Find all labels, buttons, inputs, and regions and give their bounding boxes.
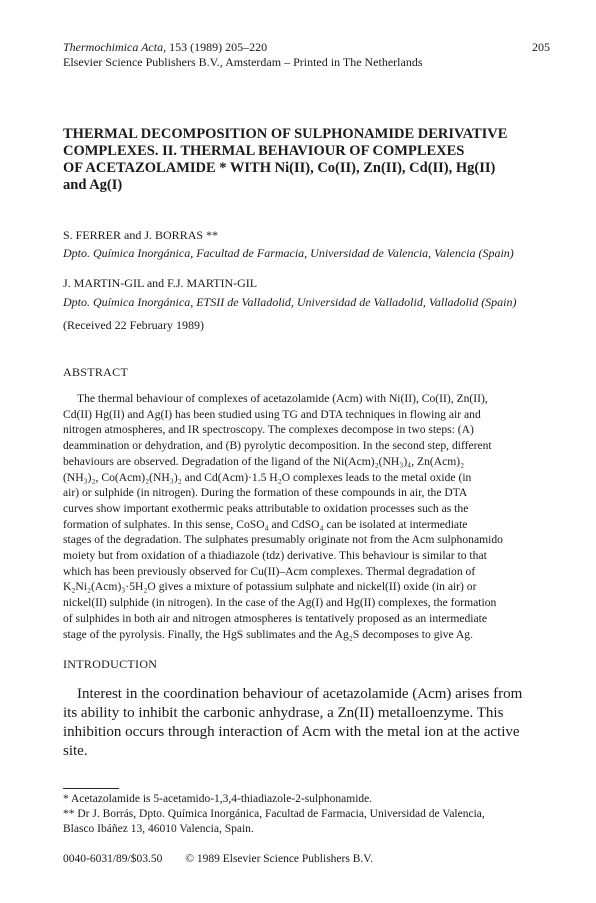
abstract-line: nickel(II) sulphide (in nitrogen). In the case of the Ag(I) and Hg(II) complexes, the formation — [63, 596, 497, 610]
abstract-line: of sulphides in both air and nitrogen atmospheres is tentatively proposed as an intermediate — [63, 611, 488, 625]
footnote-address: Blasco Ibáñez 13, 46010 Valencia, Spain. — [63, 823, 254, 835]
footnote-rule — [63, 788, 119, 789]
abstract-line: (NH₃)₂, Co(Acm)₂(NH₃)₂ and Cd(Acm)·1.5 H₂O complexes leads to the metal oxide (in — [63, 470, 472, 484]
abstract-line: stage of the pyrolysis. Finally, the HgS sublimates and the Ag₂S decomposes to give Ag. — [63, 627, 473, 641]
copyright-notice: © 1989 Elsevier Science Publishers B.V. — [185, 853, 373, 865]
abstract-line: behaviours are observed. Degradation of the ligand of the Ni(Acm)₂(NH₃)₄, Zn(Acm)₂ — [63, 454, 465, 468]
abstract-line: moiety but from oxidation of a thiadiazole (tdz) derivative. This behaviour is similar to that — [63, 549, 487, 563]
abstract-line: which has been previously observed for Cu(II)–Acm complexes. Thermal degradation of — [63, 564, 476, 578]
affiliation-first: Dpto. Química Inorgánica, Facultad de Farmacia, Universidad de Valencia, Valencia (Spain) — [63, 246, 514, 260]
title-line: THERMAL DECOMPOSITION OF SULPHONAMIDE DERIVATIVE — [63, 126, 508, 142]
received-date: (Received 22 February 1989) — [63, 318, 204, 332]
authors-first: S. FERRER and J. BORRAS ** — [63, 228, 219, 242]
title-line: and Ag(I) — [63, 177, 123, 193]
abstract-line: formation of sulphates. In this sense, CoSO₄ and CdSO₄ can be isolated at intermediate — [63, 517, 468, 531]
intro-line: site. — [63, 743, 88, 759]
abstract-line: curves show important exothermic peaks attributable to oxidation processes such as the — [63, 501, 469, 515]
authors-second: J. MARTIN-GIL and F.J. MARTIN-GIL — [63, 276, 258, 290]
issn-code: 0040-6031/89/$03.50 — [63, 853, 163, 865]
abstract-line: stages of the degradation. The sulphates presumably originate not from the Acm sulphonamido — [63, 533, 503, 547]
footnote-acetazolamide: * Acetazolamide is 5-acetamido-1,3,4-thiadiazole-2-sulphonamide. — [63, 793, 373, 805]
abstract-line: deammination or dehydration, and (B) pyrolytic decomposition. In the second step, different — [63, 439, 492, 453]
page-footer — [63, 853, 393, 865]
title-line: OF ACETAZOLAMIDE * WITH Ni(II), Co(II), Zn(II), Cd(II), Hg(II) — [63, 160, 496, 176]
abstract-line: The thermal behaviour of complexes of acetazolamide (Acm) with Ni(II), Co(II), Zn(II), — [77, 392, 488, 405]
intro-line: Interest in the coordination behaviour of acetazolamide (Acm) arises from — [77, 686, 523, 702]
page-number: 205 — [532, 40, 550, 54]
intro-line: inhibition occurs through interaction of Acm with the metal ion at the active — [63, 724, 520, 740]
footnote-correspondence: ** Dr J. Borrás, Dpto. Química Inorgánica, Facultad de Farmacia, Universidad de Valencia, — [63, 808, 485, 820]
abstract-body — [63, 391, 541, 642]
title-line: COMPLEXES. II. THERMAL BEHAVIOUR OF COMPLEXES — [63, 143, 465, 159]
abstract-line: air) or sulphide (in nitrogen). During the formation of these compounds in air, the DTA — [63, 486, 468, 500]
journal-volume: 153 (1989) 205–220 — [169, 40, 268, 54]
introduction-heading: INTRODUCTION — [63, 657, 158, 671]
article-title — [63, 126, 563, 194]
affiliation-second: Dpto. Química Inorgánica, ETSII de Valladolid, Universidad de Valladolid, Valladolid (Spain) — [63, 295, 517, 309]
publisher-line: Elsevier Science Publishers B.V., Amsterdam – Printed in The Netherlands — [63, 55, 423, 69]
abstract-line: Cd(II) Hg(II) and Ag(I) has been studied using TG and DTA techniques in flowing air and — [63, 407, 481, 421]
journal-citation — [63, 40, 267, 54]
abstract-line: K₂Ni₂(Acm)₃·5H₂O gives a mixture of potassium sulphate and nickel(II) oxide (in air) or — [63, 580, 477, 594]
introduction-body — [63, 685, 543, 761]
journal-name: Thermochimica Acta, — [63, 40, 167, 54]
abstract-line: nitrogen atmospheres, and IR spectroscopy. The complexes decompose in two steps: (A) — [63, 423, 474, 437]
abstract-heading: ABSTRACT — [63, 365, 129, 379]
intro-line: its ability to inhibit the carbonic anhydrase, a Zn(II) metalloenzyme. This — [63, 705, 504, 721]
